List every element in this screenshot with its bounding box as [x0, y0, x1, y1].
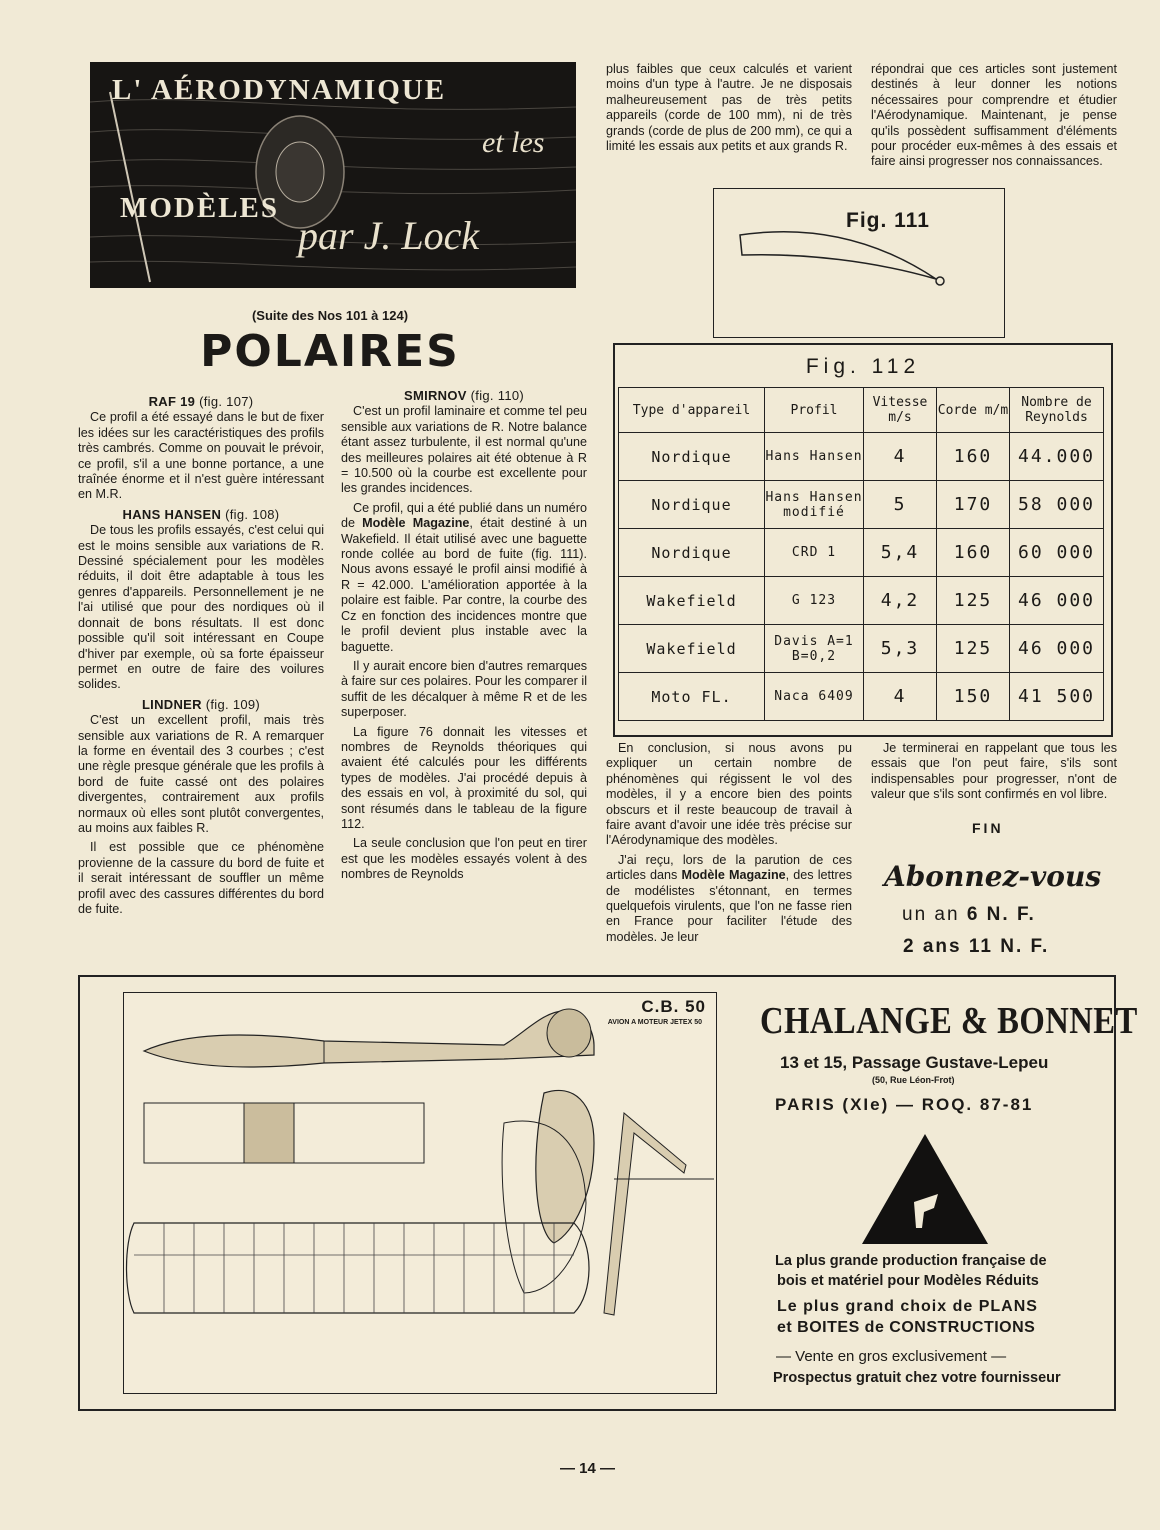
paragraph: Ce profil, qui a été publié dans un numéro de Modèle Magazine, était destiné à un Wakefield. Il était utilisé avec une baguette ronde collée au bord de fuite (fig. 111). Nous avons essayé le profil ainsi modifié à R = 42.000. L'amélioration apportée à la polaire est faible. Par contre, la courbe des Cz en fonction des incidences montre que le profil devient plus instable avec la baguette.: [341, 500, 587, 654]
table-cell: 4: [864, 433, 937, 481]
column-4-bottom: [871, 741, 1117, 807]
table-cell: 125: [937, 625, 1010, 673]
table-cell: Wakefield: [619, 577, 765, 625]
paragraph: Je terminerai en rappelant que tous les essais que l'on peut faire, s'ils sont indispensables pour progresser, n'ont de valeur que s'ils sont confirmés en vol libre.: [871, 741, 1117, 802]
advertisement-box: [78, 975, 1138, 1411]
table-cell: Davis A=1 B=0,2: [765, 625, 864, 673]
airfoil-drawing: [714, 189, 1004, 337]
figure-111: [713, 188, 1005, 338]
table-cell: 4,2: [864, 577, 937, 625]
table-cell: 5,3: [864, 625, 937, 673]
banner-author-signature: par J. Lock: [298, 213, 480, 258]
table-cell: 46 000: [1010, 625, 1104, 673]
table-row: [619, 577, 1104, 625]
paragraph: C'est un profil laminaire et comme tel peu sensible aux variations de R. Notre balance étant assez turbulente, il est normal qu'une des meilleures polaires ait été obtenue à R = 10.500 où la courbe est excellente pour les grandes incidences.: [341, 404, 587, 496]
column-4-top: [871, 62, 1117, 174]
table-cell: 41 500: [1010, 673, 1104, 721]
article-heading: POLAIRES: [200, 326, 460, 377]
column-3-bottom: [606, 741, 852, 949]
company-name: CHALANGE & BONNET: [760, 1000, 1138, 1042]
banner-title-line2: MODÈLES: [120, 192, 280, 224]
table-cell: 125: [937, 577, 1010, 625]
table-header-cell: Corde m/m: [937, 388, 1010, 433]
table-cell: Naca 6409: [765, 673, 864, 721]
subscribe-title: Abonnez-vous: [884, 860, 1102, 893]
ad-line-2: bois et matériel pour Modèles Réduits: [777, 1273, 1039, 1289]
end-marker: FIN: [972, 820, 1004, 836]
paragraph: Il y aurait encore bien d'autres remarques à faire sur ces polaires. Pour les comparer il suffit de les décalquer à même R et de les superposer.: [341, 658, 587, 720]
paragraph: De tous les profils essayés, c'est celui qui est le moins sensible aux variations de R. Dessiné spécialement pour les modèles réduits, il doit être adaptable à tous les genres d'appareils. Personnellement je ne l'ai utilisé que pour des nordiques où il donnait de bons résultats. Il est donc possible qu'il soit intéressant en Coupe d'hiver par exemple, où sa forte épaisseur permet en outre de faire des voilures solides.: [78, 523, 324, 692]
section-heading-lindner: LINDNER (fig. 109): [141, 696, 261, 712]
paragraph: La seule conclusion que l'on peut en tirer est que les modèles essayés volent à des nombres de Reynolds: [341, 836, 587, 882]
company-address-2: (50, Rue Léon-Frot): [872, 1075, 955, 1085]
table-cell: Wakefield: [619, 625, 765, 673]
paragraph: Il est possible que ce phénomène provienne de la cassure du bord de fuite et il serait intéressant de souffler un même profil avec des cassures différentes du bord de fuite.: [78, 840, 324, 916]
table-cell: Hans Hansen modifié: [765, 481, 864, 529]
paragraph: La figure 76 donnait les vitesses et nombres de Reynolds théoriques qui avaient été calculés pour les différents types de modèles. J'ai procédé depuis à des essais en vol, à proximité du sol, qui sont résumés dans le tableau de la figure 112.: [341, 724, 587, 831]
table-header-cell: Nombre de Reynolds: [1010, 388, 1104, 433]
table-cell: CRD 1: [765, 529, 864, 577]
paragraph: C'est un excellent profil, mais très sensible aux variations de R. A remarquer la forme en éventail des 3 courbes ; c'est une règle presque générale que les profils à bord de fuite cassé ont des polaires divergentes, contrairement aux profils normaux où elles sont plutôt convergentes, au moins aux faibles R.: [78, 713, 324, 835]
company-address: 13 et 15, Passage Gustave-Lepeu: [780, 1053, 1049, 1072]
paragraph: Ce profil a été essayé dans le but de fixer les idées sur les caractéristiques des profils très cambrés. Comme on pouvait le prévoir, ce profil, s'il a une bonne portance, a une traînée énorme et il n'est guère intéressant en M.R.: [78, 410, 324, 502]
title-banner: [90, 62, 576, 288]
section-heading-smirnov: SMIRNOV (fig. 110): [403, 388, 525, 403]
column-3-top: [606, 62, 852, 158]
table-cell: 160: [937, 433, 1010, 481]
table-cell: 150: [937, 673, 1010, 721]
suite-note: (Suite des Nos 101 à 124): [251, 308, 409, 323]
table-cell: 160: [937, 529, 1010, 577]
table-header-cell: Type d'appareil: [619, 388, 765, 433]
table-cell: 5: [864, 481, 937, 529]
ad-line-4: et BOITES de CONSTRUCTIONS: [777, 1319, 1036, 1336]
table-cell: 170: [937, 481, 1010, 529]
table-header-cell: Profil: [765, 388, 864, 433]
ad-line-6: Prospectus gratuit chez votre fournisseur: [773, 1370, 1061, 1386]
figure-112-title: Fig. 112: [805, 355, 921, 378]
table-cell: 44.000: [1010, 433, 1104, 481]
plan-title: C.B. 50: [641, 997, 706, 1016]
plan-subtitle: AVION A MOTEUR JETEX 50: [607, 1019, 702, 1026]
airplane-plan-svg: [124, 993, 714, 1391]
table-cell: 4: [864, 673, 937, 721]
company-logo-triangle-icon: [860, 1132, 990, 1248]
figure-111-label: Fig. 111: [846, 209, 930, 232]
figure-112-table: [613, 343, 1113, 737]
table-cell: Moto FL.: [619, 673, 765, 721]
ad-line-1: La plus grande production française de: [775, 1253, 1047, 1269]
column-1: [78, 392, 324, 921]
paragraph: plus faibles que ceux calculés et varient moins d'un type à l'autre. Je ne disposais malheureusement pas de très petits appareils (corde de 100 mm), ni de très grands (corde de plus de 200 mm), ce qui a limité les essais aux petits et aux grands R.: [606, 62, 852, 154]
table-cell: 60 000: [1010, 529, 1104, 577]
banner-title-line1: L' AÉRODYNAMIQUE: [112, 74, 447, 106]
table-cell: Nordique: [619, 433, 765, 481]
table-row: [619, 529, 1104, 577]
table-header-row: [619, 388, 1104, 433]
subscribe-two-years: 2 ans 11 N. F.: [903, 936, 1050, 957]
table-row: [619, 481, 1104, 529]
paragraph: répondrai que ces articles sont justement destinés à leur donner les notions nécessaires pour comprendre et étudier l'Aérodynamique. Maintenant, je pense qu'ils possèdent suffisamment d'éléments pour procéder eux-mêmes à des essais et faire ainsi progresser nos connaissances.: [871, 62, 1117, 169]
table-cell: Nordique: [619, 529, 765, 577]
table-header-cell: Vitesse m/s: [864, 388, 937, 433]
table-row: [619, 625, 1104, 673]
table-cell: 46 000: [1010, 577, 1104, 625]
table-cell: 58 000: [1010, 481, 1104, 529]
section-heading-raf19: RAF 19 (fig. 107): [148, 394, 254, 409]
company-city-phone: PARIS (XIe) — ROQ. 87-81: [775, 1095, 1034, 1114]
column-2: [341, 386, 587, 887]
table-row: [619, 673, 1104, 721]
page-number: — 14 —: [560, 1460, 616, 1477]
table-cell: Nordique: [619, 481, 765, 529]
model-plan-drawing: [123, 992, 717, 1394]
ad-line-3: Le plus grand choix de PLANS: [777, 1298, 1038, 1315]
ad-line-5: — Vente en gros exclusivement —: [776, 1348, 1007, 1365]
banner-script-et-les: et les: [482, 126, 545, 159]
table-cell: 5,4: [864, 529, 937, 577]
reynolds-table: [618, 387, 1104, 721]
paragraph: J'ai reçu, lors de la parution de ces articles dans Modèle Magazine, des lettres de modélistes s'étonnant, en termes quelquefois virulents, que l'on ne fasse rien en France pour faciliter l'étude des modèles. Je leur: [606, 852, 852, 944]
table-cell: Hans Hansen: [765, 433, 864, 481]
table-row: [619, 433, 1104, 481]
section-heading-hans-hansen: HANS HANSEN (fig. 108): [122, 506, 280, 522]
subscribe-one-year: un an 6 N. F.: [902, 904, 1036, 925]
table-cell: G 123: [765, 577, 864, 625]
paragraph: En conclusion, si nous avons pu expliquer un certain nombre de phénomènes qui régissent le vol des modèles, il y a encore bien des points obscurs et il reste beaucoup de travail à faire avant d'avoir une idée très précise sur l'Aérodynamique des modèles.: [606, 741, 852, 848]
